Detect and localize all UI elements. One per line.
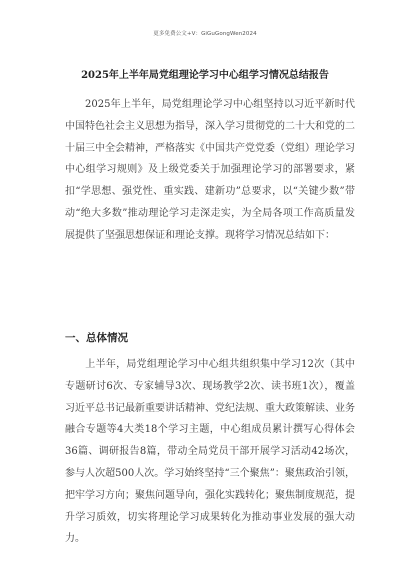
intro-paragraph	[65, 94, 355, 247]
overview-text: 上半年，局党组理论学习中心组共组织集中学习12次（其中专题研讨6次、专家辅导3次、现场教学2次、读书班1次），覆盖习近平总书记最新重要讲话精神、党纪法规、重大政策解读、业务融合专题等4大类18个学习主题，中心组成员累计撰写心得体会36篇、调研报告8篇，带动全局党员干部开展学习活动42场次，参与人次超500人次。学习始终坚持“三个聚焦”：聚焦政治引领，把牢学习方向；聚焦问题导向，强化实践转化；聚焦制度规范，提升学习质效，切实将理论学习成果转化为推动事业发展的强大动力。	[65, 359, 355, 545]
intro-text: 2025年上半年，局党组理论学习中心组坚持以习近平新时代中国特色社会主义思想为指导，深入学习贯彻党的二十大和党的二十届三中全会精神，严格落实《中国共产党党委（党组）理论学习中心组学习规则》及上级党委关于加强理论学习的部署要求，紧扣“学思想、强党性、重实践、建新功”总要求，以“关键少数”带动“绝大多数”推动理论学习走深走实，为全局各项工作高质量发展提供了坚强思想保证和理论支撑。现将学习情况总结如下：	[65, 99, 355, 241]
document-title: 2025年上半年局党组理论学习中心组学习情况总结报告	[81, 70, 329, 81]
overview-paragraph	[65, 354, 355, 550]
header-note: 更多免费公文+V：GiGuGongWen2024	[153, 31, 257, 37]
section-heading-overview: 一、总体情况	[65, 332, 128, 344]
